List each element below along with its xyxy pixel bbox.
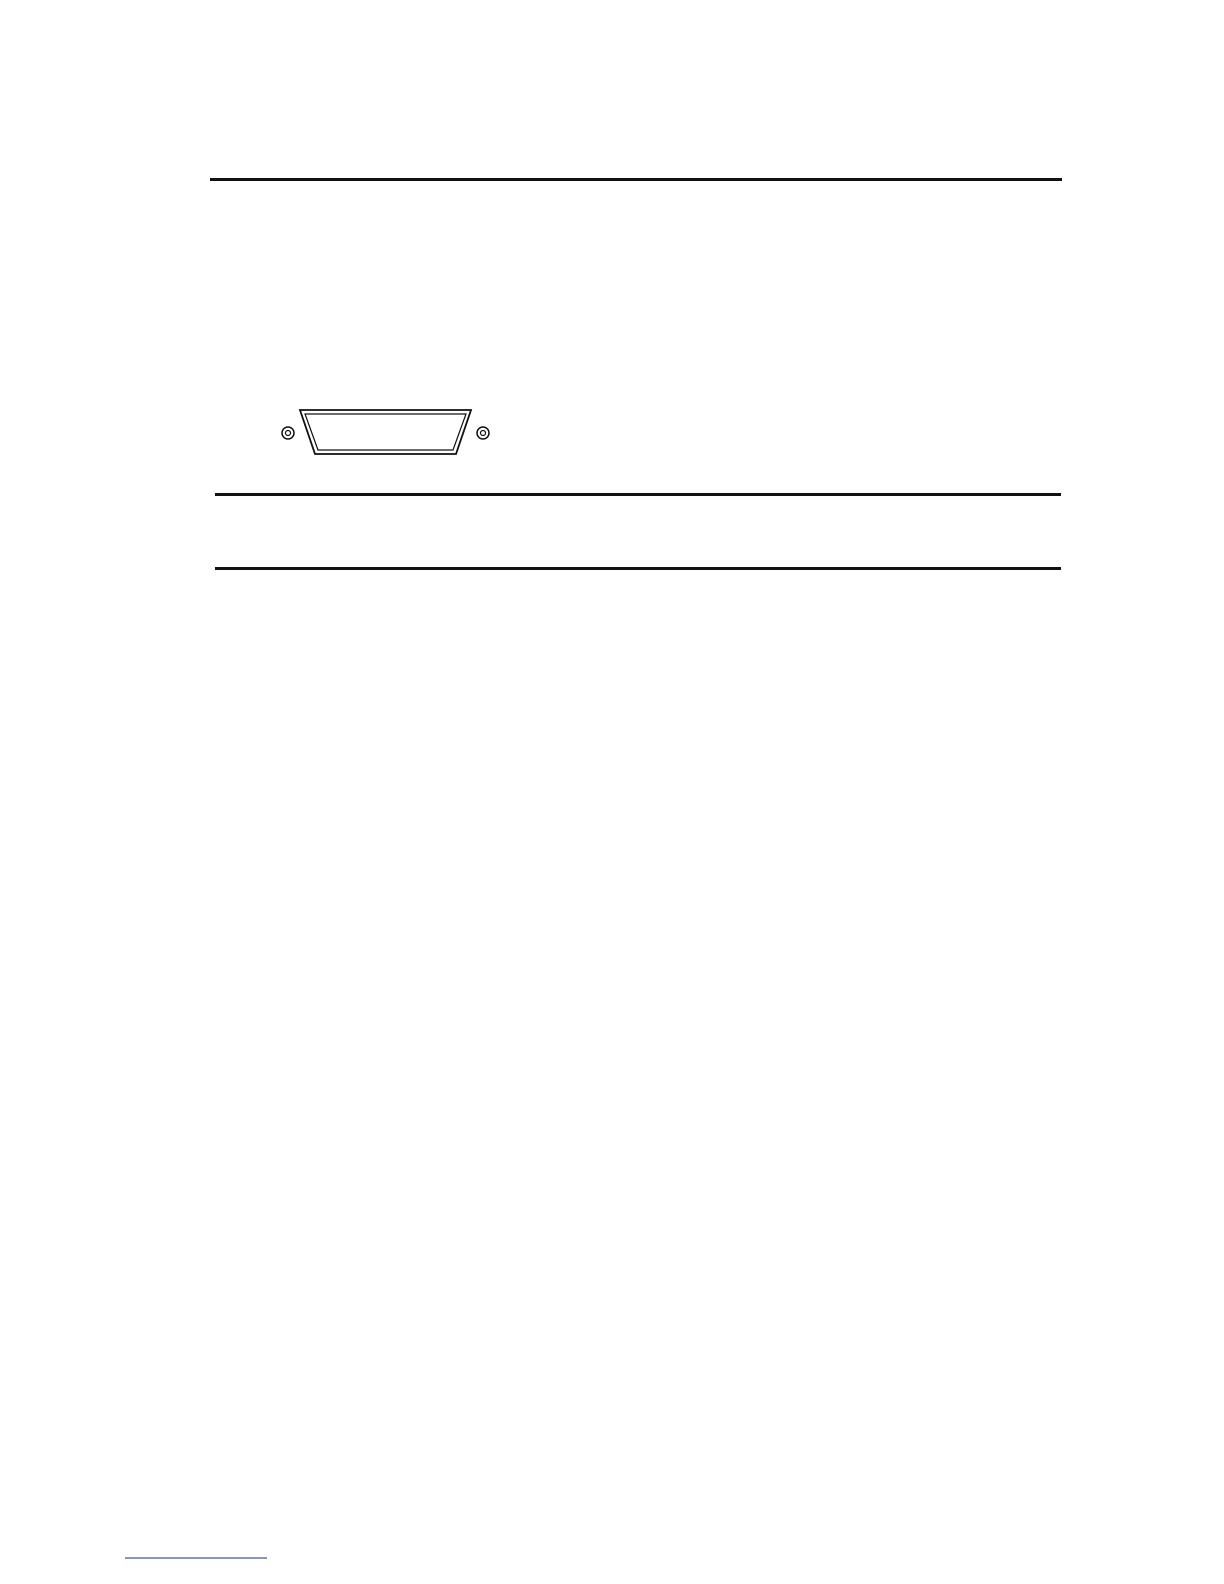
header-pin	[215, 495, 315, 569]
header-name	[315, 495, 465, 569]
header-description	[557, 495, 1061, 569]
running-head	[210, 132, 1062, 181]
db23-connector-icon	[278, 404, 498, 460]
page-edge-mark	[125, 1557, 267, 1559]
table-header-row	[215, 495, 1061, 569]
pin-table	[215, 493, 1061, 570]
header-io	[465, 495, 557, 569]
